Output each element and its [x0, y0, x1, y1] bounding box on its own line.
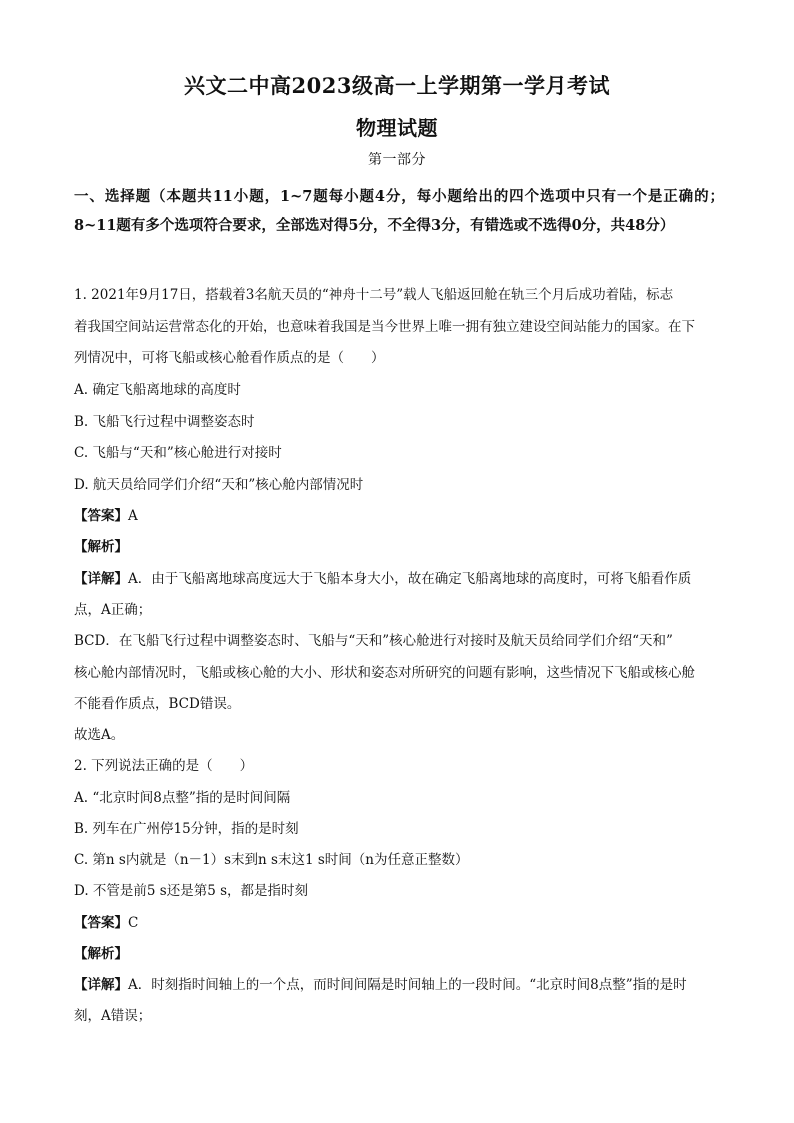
- q1-conclusion: 故选A。: [74, 727, 125, 743]
- q2-detail-line-1: [74, 973, 687, 993]
- q1-answer: [74, 504, 138, 524]
- part-label: 第一部分: [368, 152, 426, 168]
- detail-tag: 【详解】: [74, 977, 128, 993]
- q2-option-b: B. 列车在广州停15分钟，指的是时刻: [74, 821, 299, 837]
- exam-title: 兴文二中高2023级高一上学期第一学月考试: [184, 73, 610, 98]
- q1-option-a: A. 确定飞船离地球的高度时: [74, 382, 241, 398]
- q1-stem-line-1: 1. 2021年9月17日，搭载着3名航天员的“神舟十二号”载人飞船返回舱在轨三个月后成功着陆，标志: [74, 287, 674, 303]
- detail-text: A．时刻指时间轴上的一个点，而时间间隔是时间轴上的一段时间。“北京时间8点整”指的是时: [128, 977, 687, 993]
- q1-analysis-tag: 【解析】: [74, 539, 128, 555]
- q2-option-c: C. 第n s内就是（n－1）s末到n s末这1 s时间（n为任意正整数）: [74, 852, 469, 868]
- q1-detail-line-1: [74, 567, 691, 587]
- q1-option-c: C. 飞船与“天和”核心舱进行对接时: [74, 445, 282, 461]
- q2-option-a: A. “北京时间8点整”指的是时间间隔: [74, 790, 291, 806]
- q2-answer: [74, 911, 138, 931]
- q2-option-d: D. 不管是前5 s还是第5 s，都是指时刻: [74, 883, 309, 899]
- q2-stem: 2. 下列说法正确的是（ ）: [74, 758, 254, 774]
- section-heading: 一、选择题（本题共11小题，1~7题每小题4分，每小题给出的四个选项中只有一个是正确的；8~11题有多个选项符合要求，全部选对得5分，不全得3分，有错选或不选得0分，共48分）: [74, 188, 724, 234]
- answer-value: A: [128, 508, 138, 524]
- subject-title: 物理试题: [356, 116, 438, 140]
- q1-detail-line-2: 点，A正确；: [74, 602, 152, 618]
- answer-tag: 【答案】: [74, 915, 128, 931]
- q2-detail-line-2: 刻，A错误；: [74, 1008, 152, 1024]
- answer-tag: 【答案】: [74, 508, 128, 524]
- q1-option-d: D. 航天员给同学们介绍“天和”核心舱内部情况时: [74, 477, 364, 493]
- q2-analysis-tag: 【解析】: [74, 946, 128, 962]
- q1-option-b: B. 飞船飞行过程中调整姿态时: [74, 414, 255, 430]
- q1-detail-line-4: 核心舱内部情况时，飞船或核心舱的大小、形状和姿态对所研究的问题有影响，这些情况下飞船或核心舱: [74, 665, 695, 681]
- q1-stem-line-3: 列情况中，可将飞船或核心舱看作质点的是（ ）: [74, 350, 385, 366]
- detail-text: A．由于飞船离地球高度远大于飞船本身大小，故在确定飞船离地球的高度时，可将飞船看作质: [128, 571, 692, 587]
- q1-detail-line-5: 不能看作质点，BCD错误。: [74, 696, 241, 712]
- detail-tag: 【详解】: [74, 571, 128, 587]
- answer-value: C: [128, 915, 139, 931]
- q1-detail-line-3: BCD．在飞船飞行过程中调整姿态时、飞船与“天和”核心舱进行对接时及航天员给同学们介绍“天和”: [74, 633, 673, 649]
- q1-stem-line-2: 着我国空间站运营常态化的开始，也意味着我国是当今世界上唯一拥有独立建设空间站能力的国家。在下: [74, 319, 695, 335]
